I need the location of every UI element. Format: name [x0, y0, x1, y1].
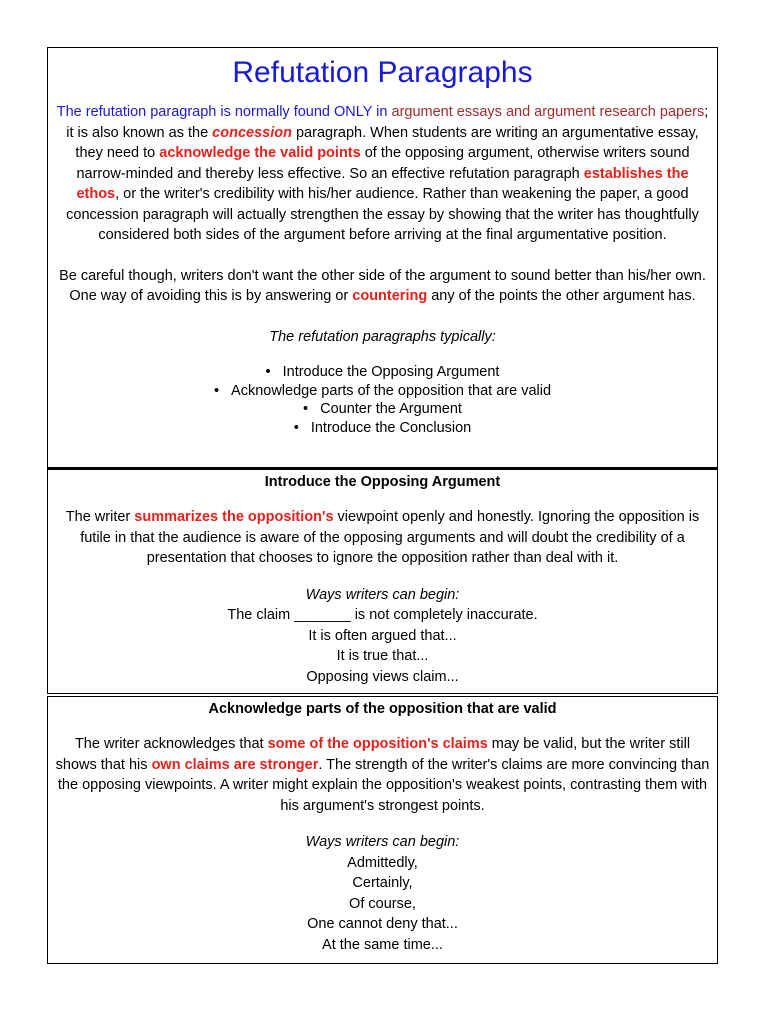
typical-bullet-list	[48, 363, 717, 437]
ways-label: Ways writers can begin:	[305, 586, 460, 603]
intro-text-1: The refutation paragraph is normally found ONLY in	[56, 104, 392, 120]
list-item: • Acknowledge parts of the opposition that are valid	[48, 382, 717, 401]
careful-text-3: any of the points the other argument has.	[427, 288, 696, 304]
section-heading: Acknowledge parts of the opposition that are valid	[208, 701, 557, 717]
section-heading: Introduce the Opposing Argument	[264, 474, 501, 490]
section3-text-1: The writer acknowledges that	[74, 736, 268, 752]
section3-stronger: own claims are stronger	[151, 756, 319, 773]
section3-claims: some of the opposition's claims	[267, 736, 488, 752]
section2-text-3: viewpoint openly and honestly. Ignoring the opposition is futile in that the audience is aware of the opposing arguments and will doubt the credibility of a presentation that chooses to ignore the opposition rather than deal with it.	[80, 509, 700, 566]
intro-paragraph	[48, 102, 717, 246]
phrase: Of course,	[349, 895, 416, 912]
phrase: It is true that...	[336, 648, 429, 664]
phrase: The claim _______ is not completely inaccurate.	[227, 607, 538, 623]
page-title: Refutation Paragraphs	[232, 56, 533, 89]
careful-paragraph	[48, 266, 717, 307]
section3-paragraph	[48, 734, 717, 816]
phrase: One cannot deny that...	[307, 916, 458, 932]
phrase: Opposing views claim...	[306, 668, 459, 685]
opposing-argument-box	[47, 468, 718, 694]
section2-summarizes: summarizes the opposition's	[134, 509, 334, 525]
list-item: • Counter the Argument	[48, 400, 717, 419]
phrase: It is often argued that...	[308, 627, 457, 644]
list-item: • Introduce the Conclusion	[48, 419, 717, 438]
intro-concession: concession	[212, 124, 292, 141]
intro-ethos: establishes the ethos	[76, 165, 689, 202]
section2-paragraph	[48, 507, 717, 569]
intro-text-3: ; it is also known as the	[66, 104, 709, 141]
section3-text-5: . The strength of the writer's claims are more convincing than the opposing viewpoints. A writer might explain the opposition's weakest points, contrasting them with his argument's strongest points.	[57, 756, 710, 814]
intro-text-9: , or the writer's credibility with his/her audience. Rather than weakening the paper, a good concession paragraph will actually strengthen the essay by showing that the writer has thoughtfully considered both sides of the argument before arriving at the final argumentative position.	[66, 186, 699, 243]
section3-text-3: may be valid, but the writer still shows that his	[55, 736, 691, 773]
section2-text-1: The writer	[65, 509, 135, 525]
careful-text-1: Be careful though, writers don't want the other side of the argument to sound better than his/her own. One way of avoiding this is by answering or	[59, 267, 706, 304]
typically-label: The refutation paragraphs typically:	[269, 328, 496, 345]
phrase: At the same time...	[322, 936, 443, 953]
intro-text-5: paragraph. When students are writing an argumentative essay, they need to	[75, 124, 699, 161]
ways-label: Ways writers can begin:	[305, 834, 460, 850]
refutation-overview-box	[47, 47, 718, 468]
acknowledge-valid-box	[47, 696, 718, 964]
phrase: Admittedly,	[347, 854, 418, 871]
intro-acknowledge: acknowledge the valid points	[159, 145, 361, 161]
careful-countering: countering	[352, 288, 428, 304]
list-item: • Introduce the Opposing Argument	[48, 363, 717, 382]
phrase: Certainly,	[352, 875, 413, 891]
intro-text-7: of the opposing argument, otherwise writers sound narrow-minded and thereby less effective. So an effective refutation paragraph	[76, 145, 690, 182]
intro-text-2: argument essays and argument research papers	[391, 104, 705, 120]
